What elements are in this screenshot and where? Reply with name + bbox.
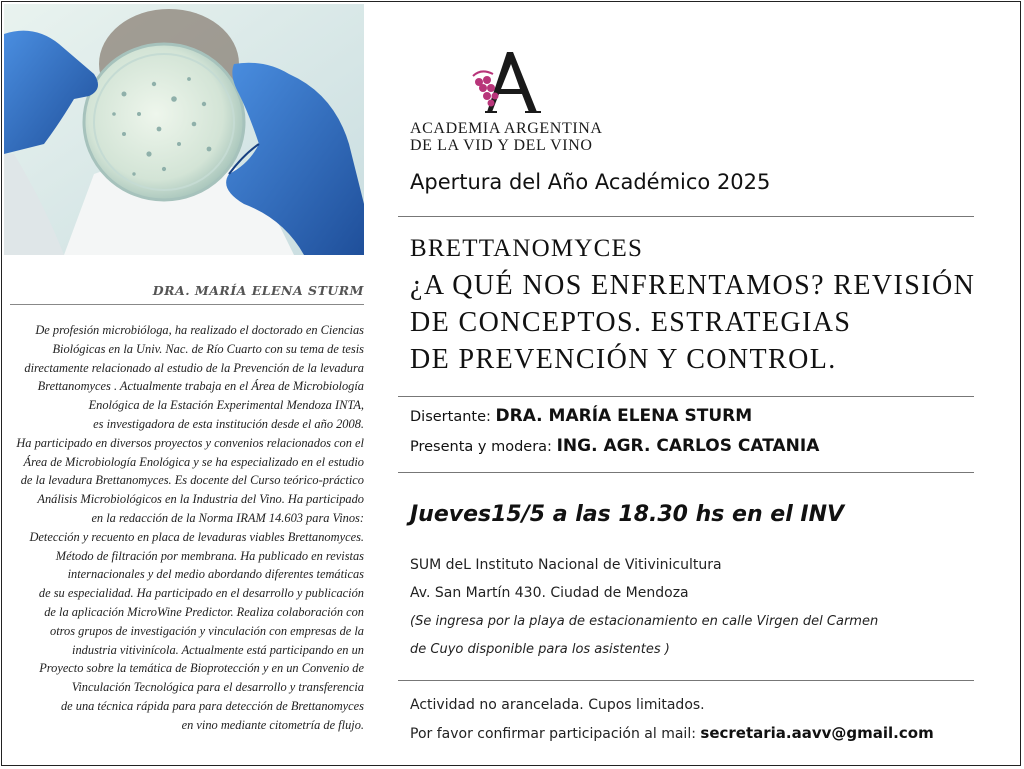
- disertante-name: DRA. MARÍA ELENA STURM: [495, 406, 753, 426]
- academy-logo-icon: [465, 50, 545, 116]
- moderator-name: ING. AGR. CARLOS CATANIA: [556, 436, 820, 456]
- divider: [398, 472, 974, 473]
- bio-line: Proyecto sobre la temática de Bioprotección y en un Convenio de: [39, 661, 364, 676]
- bio-line: Biológicas en la Univ. Nac. de Río Cuarto con su tema de tesis: [52, 341, 364, 356]
- venue-note: de Cuyo disponible para los asistentes ): [410, 642, 670, 657]
- venue-note: (Se ingresa por la playa de estacionamiento en calle Virgen del Carmen: [410, 614, 879, 629]
- talk-title-line: DE CONCEPTOS. ESTRATEGIAS: [410, 307, 852, 338]
- organization-name: [410, 120, 603, 154]
- talk-title: [410, 230, 975, 378]
- divider: [398, 216, 974, 217]
- bio-line: Método de filtración por membrana. Ha publicado en revistas: [55, 548, 364, 563]
- speaker-disertante: [410, 406, 752, 426]
- bio-line: Área de Microbiología Enológica y se ha especializado en el estudio: [23, 454, 364, 469]
- event-date: Jueves15/5 a las 18.30 hs en el INV: [410, 502, 845, 527]
- bio-line: Vinculación Tecnológica para el desarrollo y transferencia: [71, 680, 364, 695]
- talk-title-line: ¿A QUÉ NOS ENFRENTAMOS? REVISIÓN: [410, 270, 976, 301]
- bio-line: Brettanomyces . Actualmente trabaja en el Área de Microbiología: [37, 379, 364, 394]
- bio-line: de la levadura Brettanomyces. Es docente del Curso teórico-práctico: [20, 473, 364, 488]
- bio-line: Detección y recuento en placa de levaduras viables Brettanomyces.: [29, 529, 364, 544]
- bio-line: industria vitivinícola. Actualmente está participando en un: [72, 642, 364, 657]
- divider: [398, 680, 974, 681]
- bio-line: de la aplicación MicroWine Predictor. Realiza colaboración con: [44, 604, 364, 619]
- venue-name: SUM deL Instituto Nacional de Vitivinicultura: [410, 557, 722, 573]
- bio-line: de una técnica rápida para para detección de Brettanomyces: [60, 698, 364, 713]
- bio-line: Enológica de la Estación Experimental Mendoza INTA,: [88, 398, 364, 413]
- bio-line: internacionales y del medio abordando diferentes temáticas: [67, 567, 364, 582]
- bio-line: es investigadora de esta institución desde el año 2008.: [93, 416, 364, 431]
- rsvp-label: Por favor confirmar participación al mail:: [410, 726, 696, 742]
- bio-line: otros grupos de investigación y vinculación con empresas de la: [50, 623, 364, 638]
- bio-speaker-name: DRA. MARÍA ELENA STURM: [152, 283, 364, 298]
- divider: [398, 396, 974, 397]
- organization-name-line: ACADEMIA ARGENTINA: [410, 120, 603, 137]
- petri-dish-photo: [4, 4, 364, 255]
- bio-divider: [10, 304, 364, 305]
- rsvp-email-link[interactable]: secretaria.aavv@gmail.com: [700, 724, 934, 742]
- venue-address: Av. San Martín 430. Ciudad de Mendoza: [410, 585, 689, 601]
- moderator-label: Presenta y modera:: [410, 439, 552, 455]
- bio-line: directamente relacionado al estudio de la Prevención de la levadura: [24, 360, 364, 375]
- speaker-moderator: [410, 436, 819, 456]
- footer-notice: Actividad no arancelada. Cupos limitados.: [410, 697, 705, 713]
- bio-line: Análisis Microbiológicos en la Industria del Vino. Ha participado: [37, 492, 364, 507]
- bio-line: Ha participado en diversos proyectos y convenios relacionados con el: [16, 435, 364, 450]
- bio-line: De profesión microbióloga, ha realizado el doctorado en Ciencias: [35, 323, 364, 337]
- event-title: Apertura del Año Académico 2025: [410, 170, 771, 194]
- bio-line: de su especialidad. Ha participado en el desarrollo y publicación: [38, 586, 364, 601]
- bio-line: en la redacción de la Norma IRAM 14.603 para Vinos:: [91, 510, 364, 525]
- bio-line: en vino mediante citometría de flujo.: [181, 717, 364, 732]
- organization-name-line: DE LA VID Y DEL VINO: [410, 137, 593, 154]
- footer-rsvp: [410, 724, 934, 742]
- talk-title-line: DE PREVENCIÓN Y CONTROL.: [410, 344, 837, 375]
- disertante-label: Disertante:: [410, 409, 491, 425]
- talk-title-line: BRETTANOMYCES: [410, 235, 644, 262]
- bio-text: [10, 321, 364, 735]
